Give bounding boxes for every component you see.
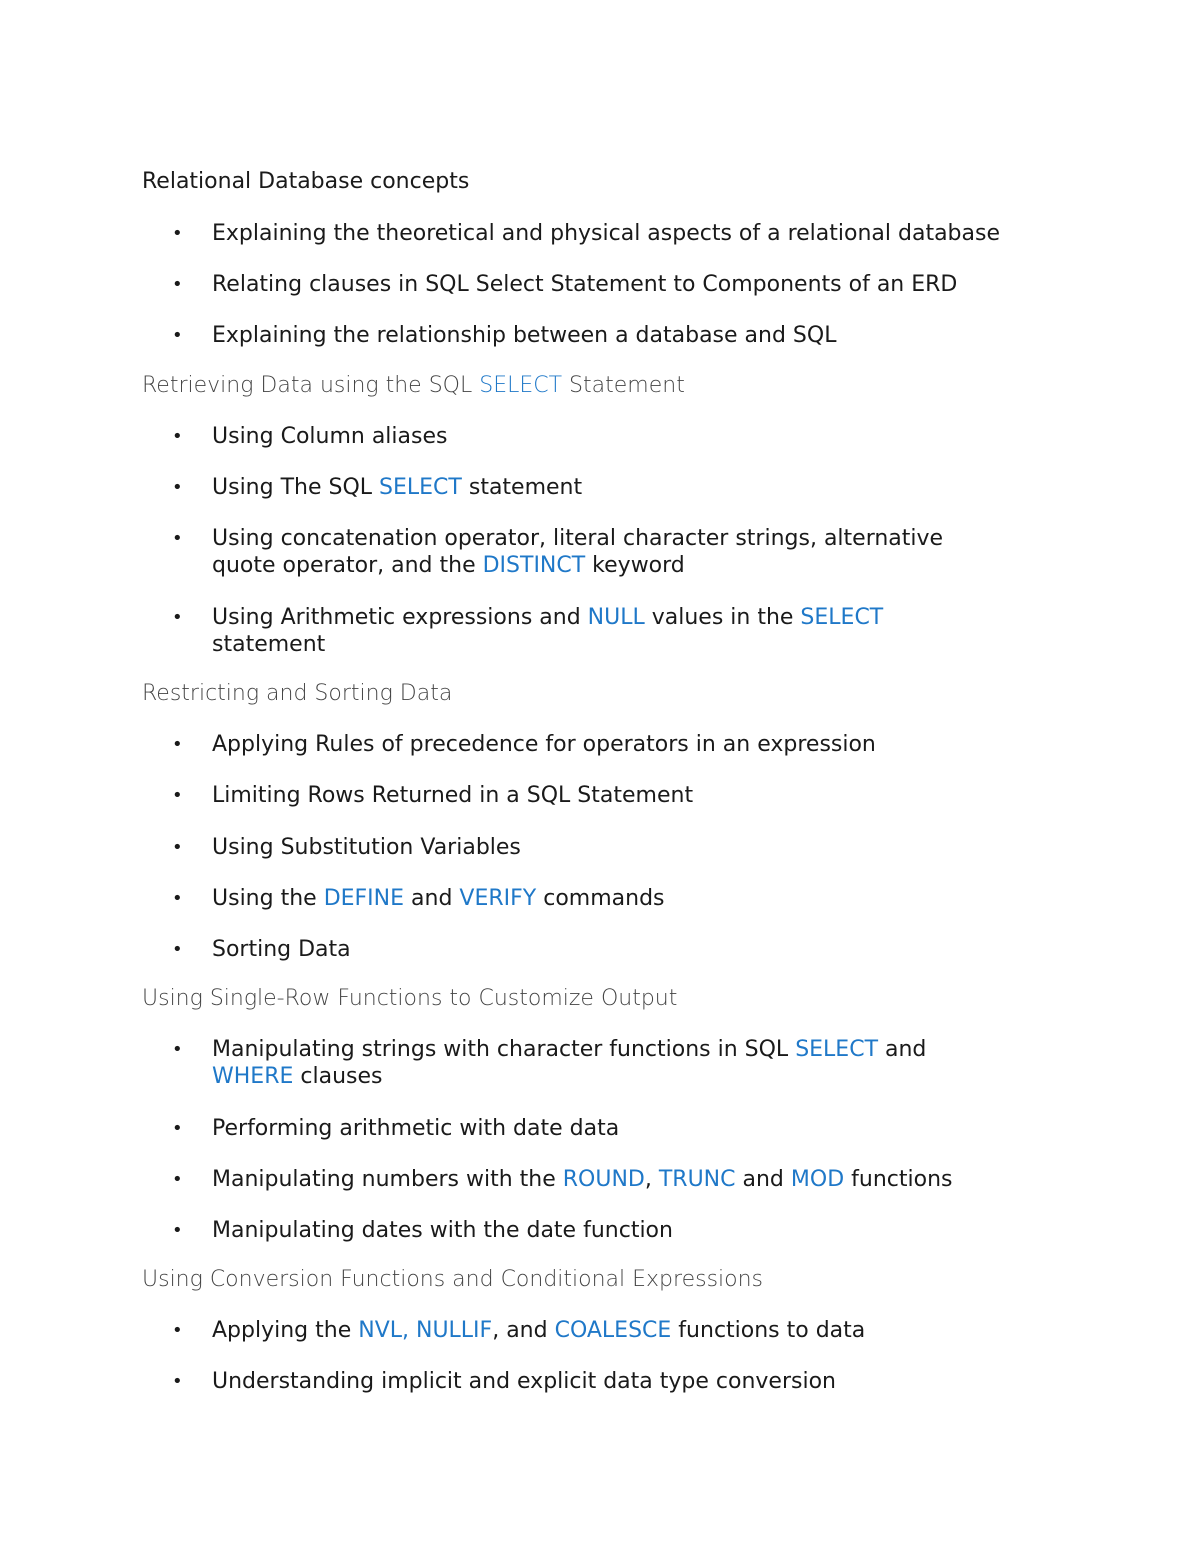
text-run: functions to data bbox=[671, 1318, 866, 1343]
text-run: statement bbox=[212, 632, 326, 657]
sql-keyword: NULL bbox=[587, 605, 645, 630]
sql-keyword: VERIFY bbox=[459, 886, 537, 911]
section-heading-restricting-sorting bbox=[142, 680, 452, 708]
bullet-icon: • bbox=[172, 223, 183, 244]
text-run: Relating clauses in SQL Select Statement to Components of an ERD bbox=[212, 272, 958, 297]
list-item bbox=[172, 271, 1072, 298]
list-item bbox=[172, 474, 1072, 501]
list-item-text bbox=[212, 423, 1072, 450]
list-item bbox=[172, 885, 1072, 912]
bullet-icon: • bbox=[172, 1371, 183, 1392]
sql-keyword: MOD bbox=[790, 1167, 845, 1192]
bullet-icon: • bbox=[172, 888, 183, 909]
text-run: Manipulating dates with the date function bbox=[212, 1218, 673, 1243]
bullet-icon: • bbox=[172, 528, 183, 549]
text-run: functions bbox=[844, 1167, 953, 1192]
text-run: Using Column aliases bbox=[212, 424, 448, 449]
text-run: statement bbox=[461, 475, 583, 500]
sql-keyword: TRUNC bbox=[658, 1167, 736, 1192]
text-run: Understanding implicit and explicit data type conversion bbox=[212, 1369, 836, 1394]
section-heading-single-row-functions bbox=[142, 985, 677, 1013]
text-run: Using Single-Row Functions to Customize Output bbox=[142, 986, 678, 1011]
text-run: values in the bbox=[644, 605, 801, 630]
list-item bbox=[172, 1115, 1072, 1142]
text-run: and bbox=[404, 886, 460, 911]
sql-keyword: COALESCE bbox=[554, 1318, 672, 1343]
list-item-text bbox=[212, 834, 1072, 861]
list-item-text bbox=[212, 271, 1072, 298]
text-run: and bbox=[735, 1167, 791, 1192]
list-item bbox=[172, 1166, 1072, 1193]
sql-keyword: DISTINCT bbox=[482, 553, 586, 578]
list-item bbox=[172, 834, 1072, 861]
list-item bbox=[172, 220, 1072, 247]
list-item bbox=[172, 423, 1072, 450]
bullet-icon: • bbox=[172, 1320, 183, 1341]
list-item-text bbox=[212, 322, 1072, 349]
text-run: Using Arithmetic expressions and bbox=[212, 605, 588, 630]
text-run: Using Conversion Functions and Conditional Expressions bbox=[142, 1267, 764, 1292]
text-run: Explaining the relationship between a database and SQL bbox=[212, 323, 837, 348]
text-run: Applying Rules of precedence for operators in an expression bbox=[212, 732, 876, 757]
section-heading-relational-database-concepts bbox=[142, 168, 469, 196]
sql-keyword: SELECT bbox=[379, 475, 462, 500]
text-run: Using the bbox=[212, 886, 324, 911]
sql-keyword: SELECT bbox=[800, 605, 884, 630]
text-run: Restricting and Sorting Data bbox=[142, 681, 453, 706]
bullet-icon: • bbox=[172, 1039, 183, 1060]
list-item-text bbox=[212, 782, 1072, 809]
text-run: Using Substitution Variables bbox=[212, 835, 521, 860]
text-run: , bbox=[644, 1167, 659, 1192]
text-run: Applying the bbox=[212, 1318, 359, 1343]
bullet-icon: • bbox=[172, 325, 183, 346]
list-item-text bbox=[212, 1166, 1072, 1193]
sql-keyword: SELECT bbox=[479, 373, 563, 398]
list-item-text bbox=[212, 731, 1072, 758]
list-item bbox=[172, 1368, 1072, 1395]
list-item bbox=[172, 1217, 1072, 1244]
text-run: Statement bbox=[562, 373, 685, 398]
list-item-text bbox=[212, 936, 1072, 963]
list-item-text bbox=[212, 525, 972, 579]
sql-keyword: WHERE bbox=[212, 1064, 294, 1089]
list-item bbox=[172, 322, 1072, 349]
list-item-text bbox=[212, 885, 1072, 912]
text-run: Sorting Data bbox=[212, 937, 351, 962]
text-run: Manipulating numbers with the bbox=[212, 1167, 563, 1192]
list-item-text bbox=[212, 1036, 992, 1090]
text-run: commands bbox=[536, 886, 665, 911]
list-item-text bbox=[212, 1217, 1072, 1244]
text-run: clauses bbox=[293, 1064, 383, 1089]
text-run: Relational Database concepts bbox=[142, 169, 470, 194]
list-item-text bbox=[212, 604, 952, 658]
bullet-icon: • bbox=[172, 785, 183, 806]
text-run: keyword bbox=[585, 553, 685, 578]
list-item bbox=[172, 731, 1072, 758]
bullet-icon: • bbox=[172, 1118, 183, 1139]
bullet-icon: • bbox=[172, 607, 183, 628]
text-run: Using The SQL bbox=[212, 475, 380, 500]
text-run: , and bbox=[492, 1318, 555, 1343]
list-item bbox=[172, 1036, 992, 1090]
section-heading-conversion-functions bbox=[142, 1266, 763, 1294]
bullet-icon: • bbox=[172, 274, 183, 295]
bullet-icon: • bbox=[172, 426, 183, 447]
bullet-icon: • bbox=[172, 1169, 183, 1190]
list-item bbox=[172, 936, 1072, 963]
list-item-text bbox=[212, 220, 1072, 247]
sql-keyword: ROUND bbox=[562, 1167, 645, 1192]
text-run: Retrieving Data using the SQL bbox=[142, 373, 480, 398]
list-item bbox=[172, 525, 972, 579]
text-run: Explaining the theoretical and physical aspects of a relational database bbox=[212, 221, 1001, 246]
bullet-icon: • bbox=[172, 939, 183, 960]
text-run: Using concatenation operator, literal character strings, alternative quote operator, and the bbox=[212, 526, 944, 578]
sql-keyword: SELECT bbox=[795, 1037, 879, 1062]
text-run: Manipulating strings with character functions in SQL bbox=[212, 1037, 796, 1062]
list-item bbox=[172, 1317, 1072, 1344]
sql-keyword: NVL, NULLIF bbox=[358, 1318, 493, 1343]
bullet-icon: • bbox=[172, 477, 183, 498]
list-item bbox=[172, 782, 1072, 809]
text-run: Performing arithmetic with date data bbox=[212, 1116, 620, 1141]
sql-keyword: DEFINE bbox=[323, 886, 405, 911]
bullet-icon: • bbox=[172, 1220, 183, 1241]
bullet-icon: • bbox=[172, 734, 183, 755]
list-item-text bbox=[212, 1317, 1072, 1344]
text-run: Limiting Rows Returned in a SQL Statement bbox=[212, 783, 694, 808]
section-heading-retrieving-data bbox=[142, 372, 685, 400]
list-item-text bbox=[212, 474, 1072, 501]
bullet-icon: • bbox=[172, 837, 183, 858]
text-run: and bbox=[878, 1037, 927, 1062]
list-item bbox=[172, 604, 952, 658]
list-item-text bbox=[212, 1115, 1072, 1142]
list-item-text bbox=[212, 1368, 1072, 1395]
